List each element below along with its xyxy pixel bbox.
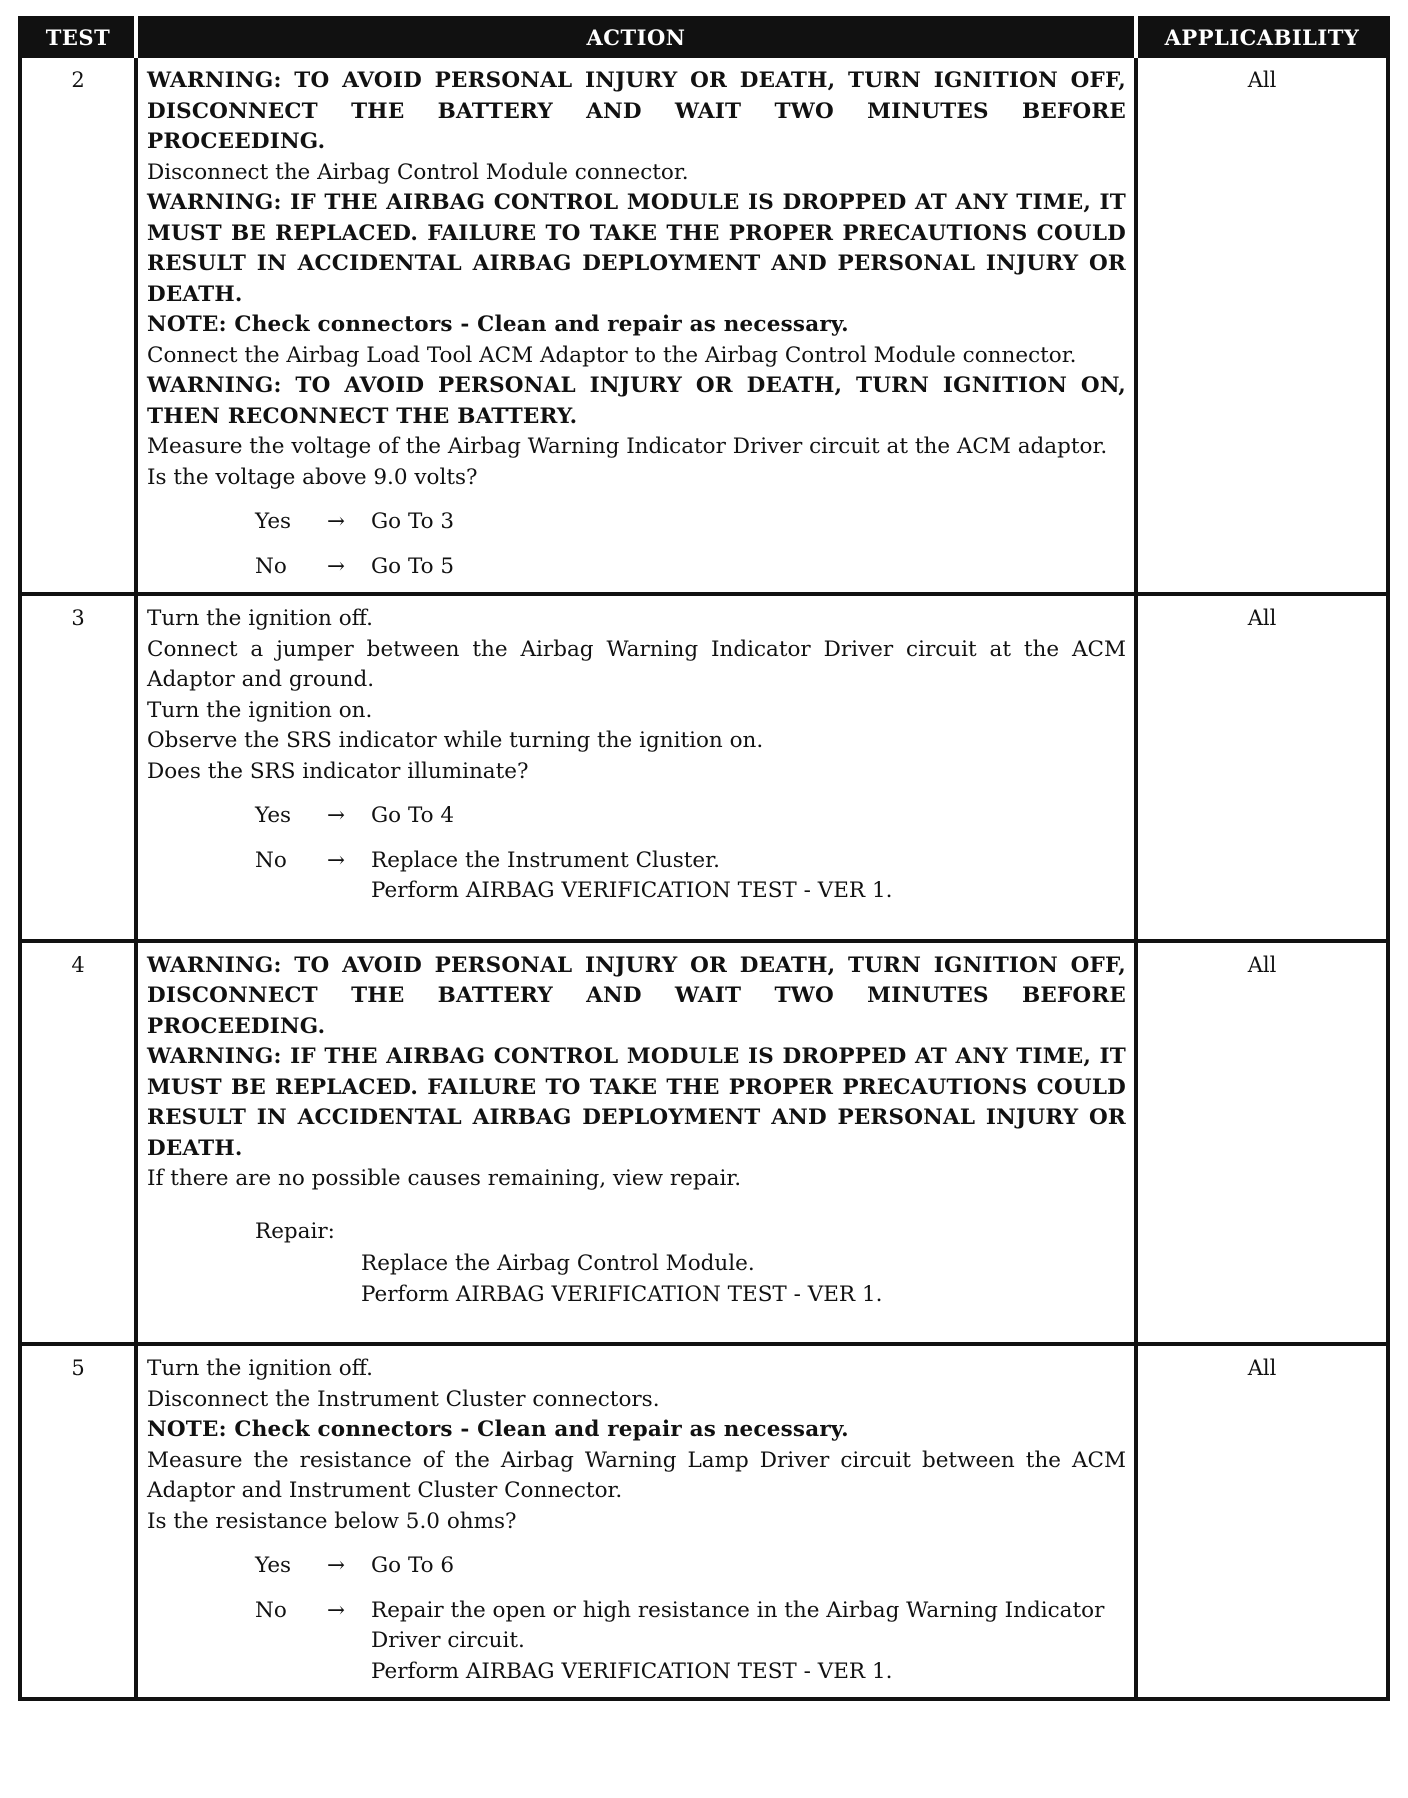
warning-text: WARNING: TO AVOID PERSONAL INJURY OR DEATH, TURN IGNITION OFF, DISCONNECT THE BATTERY AND WAIT TWO MINUTES BEFORE PROCEEDING. xyxy=(147,68,1126,154)
answer-result xyxy=(371,846,1126,907)
header-action: ACTION xyxy=(136,18,1136,56)
applicability-value: All xyxy=(1136,594,1388,941)
applicability-value: All xyxy=(1136,1344,1388,1699)
instruction-text: Connect a jumper between the Airbag Warning Indicator Driver circuit at the ACM Adaptor and ground. xyxy=(147,636,1126,692)
answer-label: Yes xyxy=(255,1553,292,1578)
table-header-row xyxy=(20,18,1388,56)
row-spacer xyxy=(147,907,1126,929)
answer-label: Yes xyxy=(255,803,292,828)
instruction-text: Does the SRS indicator illuminate? xyxy=(147,758,529,784)
warning-text: WARNING: TO AVOID PERSONAL INJURY OR DEATH, TURN IGNITION ON, THEN RECONNECT THE BATTERY. xyxy=(147,373,1126,429)
instruction-text: If there are no possible causes remaining, view repair. xyxy=(147,1166,742,1191)
answer-label: Yes xyxy=(255,509,292,534)
answer-option xyxy=(147,1551,1126,1582)
instruction-text: Is the resistance below 5.0 ohms? xyxy=(147,1508,517,1534)
action-cell xyxy=(136,941,1136,1345)
arrow-icon: → xyxy=(327,1553,346,1578)
answer-line: Replace the Instrument Cluster. xyxy=(371,847,720,873)
repair-label: Repair: xyxy=(255,1218,335,1244)
action-cell xyxy=(136,1344,1136,1699)
instruction-text: Turn the ignition off. xyxy=(147,606,373,631)
answer-line: Go To 6 xyxy=(371,1553,455,1578)
row-spacer xyxy=(147,1310,1126,1332)
answer-option xyxy=(147,552,1126,583)
answer-line: Perform AIRBAG VERIFICATION TEST - VER 1. xyxy=(371,1658,893,1684)
header-applicability: APPLICABILITY xyxy=(1136,18,1388,56)
arrow-icon: → xyxy=(327,847,346,873)
table-row xyxy=(20,1344,1388,1699)
warning-text: WARNING: TO AVOID PERSONAL INJURY OR DEATH, TURN IGNITION OFF, DISCONNECT THE BATTERY AND WAIT TWO MINUTES BEFORE PROCEEDING. xyxy=(147,952,1126,1039)
answer-line: Go To 4 xyxy=(371,803,455,828)
answer-result xyxy=(371,552,1126,583)
answer-label: No xyxy=(255,847,287,873)
action-cell xyxy=(136,594,1136,941)
answer-line: Go To 3 xyxy=(371,509,455,534)
answer-result xyxy=(371,507,1126,538)
answer-label: No xyxy=(255,553,287,579)
instruction-text: Turn the ignition off. xyxy=(147,1356,373,1381)
arrow-icon: → xyxy=(327,509,346,534)
instruction-text: Disconnect the Instrument Cluster connectors. xyxy=(147,1386,660,1412)
header-test: TEST xyxy=(20,18,136,56)
answer-option xyxy=(147,846,1126,907)
test-number: 2 xyxy=(20,56,136,594)
instruction-text: Turn the ignition on. xyxy=(147,697,373,723)
arrow-icon: → xyxy=(327,553,346,579)
repair-line: Perform AIRBAG VERIFICATION TEST - VER 1. xyxy=(361,1281,883,1307)
instruction-text: Measure the resistance of the Airbag Warning Lamp Driver circuit between the ACM Adaptor and Instrument Cluster Connector. xyxy=(147,1447,1126,1503)
repair-lines xyxy=(255,1249,1126,1310)
action-cell xyxy=(136,56,1136,594)
table-row xyxy=(20,594,1388,941)
repair-line: Replace the Airbag Control Module. xyxy=(361,1251,755,1276)
table-row xyxy=(20,56,1388,594)
warning-text: NOTE: Check connectors - Clean and repair as necessary. xyxy=(147,1417,849,1442)
test-number: 5 xyxy=(20,1344,136,1699)
instruction-text: Is the voltage above 9.0 volts? xyxy=(147,464,478,490)
diagnostic-test-table xyxy=(18,16,1390,1701)
arrow-icon: → xyxy=(327,1597,346,1623)
answer-option xyxy=(147,801,1126,832)
answer-option xyxy=(147,507,1126,538)
answer-line: Repair the open or high resistance in the Airbag Warning Indicator Driver circuit. xyxy=(371,1597,1105,1653)
repair-block xyxy=(147,1217,1126,1311)
warning-text: NOTE: Check connectors - Clean and repair as necessary. xyxy=(147,312,849,337)
arrow-icon: → xyxy=(327,803,346,828)
answer-result xyxy=(371,1596,1126,1688)
applicability-value: All xyxy=(1136,941,1388,1345)
table-row xyxy=(20,941,1388,1345)
answer-result xyxy=(371,801,1126,832)
instruction-text: Connect the Airbag Load Tool ACM Adaptor to the Airbag Control Module connector. xyxy=(147,342,1077,368)
test-number: 3 xyxy=(20,594,136,941)
instruction-text: Disconnect the Airbag Control Module connector. xyxy=(147,159,689,185)
answer-result xyxy=(371,1551,1126,1582)
applicability-value: All xyxy=(1136,56,1388,594)
answer-option xyxy=(147,1596,1126,1688)
warning-text: WARNING: IF THE AIRBAG CONTROL MODULE IS DROPPED AT ANY TIME, IT MUST BE REPLACED. FAILURE TO TAKE THE PROPER PRECAUTIONS COULD RESULT IN ACCIDENTAL AIRBAG DEPLOYMENT AND PERSONAL INJURY OR DEATH. xyxy=(147,1044,1126,1161)
instruction-text: Observe the SRS indicator while turning the ignition on. xyxy=(147,728,764,753)
test-number: 4 xyxy=(20,941,136,1345)
warning-text: WARNING: IF THE AIRBAG CONTROL MODULE IS DROPPED AT ANY TIME, IT MUST BE REPLACED. FAILURE TO TAKE THE PROPER PRECAUTIONS COULD RESULT IN ACCIDENTAL AIRBAG DEPLOYMENT AND PERSONAL INJURY OR DEATH. xyxy=(147,190,1126,307)
answer-line: Go To 5 xyxy=(371,553,455,579)
answer-label: No xyxy=(255,1597,287,1623)
instruction-text: Measure the voltage of the Airbag Warning Indicator Driver circuit at the ACM adaptor. xyxy=(147,434,1108,459)
answer-line: Perform AIRBAG VERIFICATION TEST - VER 1. xyxy=(371,878,893,903)
